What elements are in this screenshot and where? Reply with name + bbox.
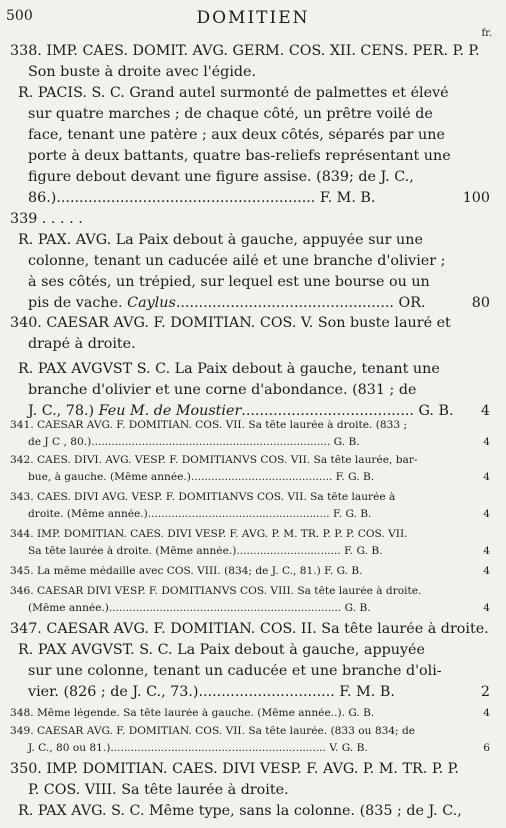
entry-line-text: 86.)......................................................... F. M. B. — [28, 191, 376, 206]
entry-line: 340. CAESAR AVG. F. DOMITIAN. COS. V. Son buste lauré et — [10, 316, 451, 331]
entry-line: 339 . . . . . — [10, 212, 83, 227]
entry-line — [10, 743, 490, 760]
entry-line: 341. CAESAR AVG. F. DOMITIAN. COS. VII. Sa tête laurée à droite. (833 ; — [10, 420, 408, 431]
entry-line — [10, 509, 490, 526]
entry-line-text: ...................................... G. B. — [241, 404, 454, 419]
entry-line: 338. IMP. CAES. DOMIT. AVG. GERM. COS. XII. CENS. PER. P. P. — [10, 44, 480, 59]
entry-347 — [10, 622, 490, 706]
entry-line — [10, 191, 490, 212]
price: 6 — [479, 743, 490, 754]
entry-339 — [10, 212, 490, 317]
entry-338 — [10, 44, 490, 212]
entry-line: P. COS. VIII. Sa tête laurée à droite. — [28, 783, 289, 798]
entry-line: 350. IMP. DOMITIAN. CAES. DIVI VESP. F. AVG. P. M. TR. P. P. — [10, 762, 459, 777]
entry-350 — [10, 762, 490, 825]
entry-line-text: ................................................ OR. — [175, 296, 426, 311]
entry-line-text: (Même année.)..................................................................... G. B. — [28, 602, 371, 614]
price: 4 — [477, 404, 490, 418]
entry-line: sur quatre marches ; de chaque côté, un prêtre voilé de — [28, 107, 433, 122]
entry-line: R. PAX. AVG. La Paix debout à gauche, appuyée sur une — [18, 233, 423, 248]
entry-line: R. PAX AVGVST. S. C. La Paix debout à gauche, appuyée — [18, 643, 425, 658]
entry-line — [10, 437, 490, 454]
entry-line: R. PACIS. S. C. Grand autel surmonté de palmettes et élevé — [18, 86, 449, 101]
price: 4 — [479, 509, 490, 520]
entry-line: 346. CAESAR DIVI VESP. F. DOMITIANVS COS. VIII. Sa tête laurée à droite. — [10, 586, 422, 597]
price: 4 — [479, 546, 490, 557]
price: 4 — [479, 566, 490, 577]
entry-line-text: droite. (Même année.)...................................................... F. G. B. — [28, 508, 372, 520]
entry-line-text: J. C., 80 ou 81.)................................................................ V. G. B. — [28, 742, 368, 754]
price: 2 — [477, 685, 490, 699]
entry-line: colonne, tenant un caducée ailé et une branche d'olivier ; — [28, 254, 446, 269]
entry-line-text: J. C., 78.) — [28, 404, 99, 419]
entry-line: drapé à droite. — [28, 337, 136, 352]
entry-340 — [10, 316, 490, 425]
entry-line: branche d'olivier et une corne d'abondance. (831 ; de — [28, 383, 417, 398]
entry-line — [10, 472, 490, 489]
price: 4 — [479, 437, 490, 448]
entry-line: face, tenant une patère ; aux deux côtés, séparés par une — [28, 128, 445, 143]
entry-342 — [10, 455, 490, 488]
entry-line: 347. CAESAR AVG. F. DOMITIAN. COS. II. Sa tête laurée à droite. — [10, 622, 489, 637]
entry-344 — [10, 529, 490, 562]
entry-line — [10, 685, 490, 706]
price: 4 — [479, 472, 490, 483]
entry-line: Son buste à droite avec l'égide. — [28, 65, 257, 80]
price: 100 — [459, 191, 490, 205]
entry-line-text: 348. Même légende. Sa tête laurée à gauche. (Même année..). G. B. — [10, 708, 375, 719]
entry-line-text: vier. (826 ; de J. C., 73.).............................. F. M. B. — [28, 685, 395, 700]
entry-line: figure debout devant une figure assise. (839; de J. C., — [28, 170, 414, 185]
entry-line: à ses côtés, un trépied, sur lequel est une bourse ou un — [28, 275, 430, 290]
entry-line: R. PAX AVG. S. C. Même type, sans la colonne. (835 ; de J. C., — [18, 804, 462, 819]
entry-346 — [10, 586, 490, 619]
collection-name: Feu M. de Moustier — [98, 404, 242, 419]
column-unit-label: fr. — [481, 28, 492, 39]
entry-line: R. PAX AVGVST S. C. La Paix debout à gauche, tenant une — [18, 362, 440, 377]
entry-line-text: de J C , 80.)....................................................................... G. B. — [28, 436, 360, 448]
entry-line: 349. CAESAR AVG. F. DOMITIAN. COS. VII. Sa tête laurée. (833 ou 834; de — [10, 726, 416, 737]
entry-line — [10, 566, 490, 583]
entry-line: porte à deux battants, quatre bas-reliefs représentant une — [28, 149, 451, 164]
collection-name: Caylus — [127, 296, 176, 311]
entry-348 — [10, 708, 490, 725]
entry-line: 343. CAES. DIVI AVG. VESP. F. DOMITIANVS COS. VII. Sa tête laurée à — [10, 492, 396, 503]
running-header — [0, 6, 506, 39]
entry-343 — [10, 492, 490, 525]
page-number: 500 — [6, 8, 33, 24]
entry-line-text: 345. La même médaille avec COS. VIII. (834; de J. C., 81.) F. G. B. — [10, 566, 363, 577]
entry-line — [10, 708, 490, 725]
entry-line — [10, 603, 490, 620]
entry-line: 342. CAES. DIVI. AVG. VESP. F. DOMITIANVS COS. VII. Sa tête laurée, bar- — [10, 455, 418, 466]
entry-line — [10, 296, 490, 317]
entry-line-text: bue, à gauche. (Même année.).......................................... F. G. B. — [28, 471, 375, 483]
entry-line: 344. IMP. DOMITIAN. CAES. DIVI VESP. F. AVG. P. M. TR. P. P. P. COS. VII. — [10, 529, 408, 540]
entry-349 — [10, 726, 490, 759]
running-title: DOMITIEN — [196, 8, 310, 28]
entry-line-text: Sa tête laurée à droite. (Même année.)............................... F. G. B. — [28, 545, 383, 557]
entry-line — [10, 546, 490, 563]
entry-line-text: pis de vache. — [28, 296, 128, 311]
entry-line: sur une colonne, tenant un caducée et une branche d'oli- — [28, 664, 442, 679]
price: 80 — [468, 296, 490, 310]
entry-341 — [10, 420, 490, 453]
price: 4 — [479, 708, 490, 719]
entry-345 — [10, 566, 490, 583]
price: 4 — [479, 603, 490, 614]
